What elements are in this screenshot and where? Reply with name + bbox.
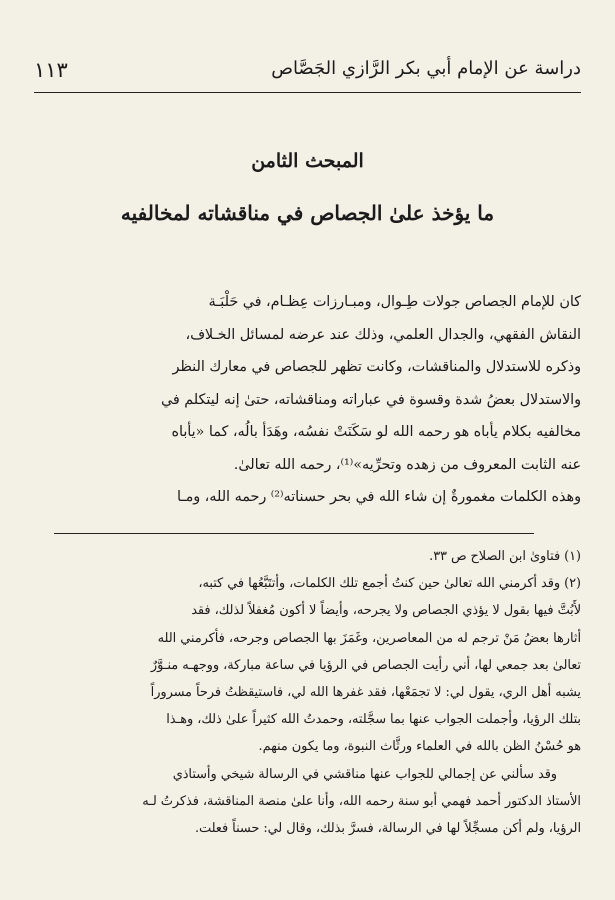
footnote-divider: [54, 533, 534, 534]
footnote-line: (١) فتاوىٰ ابن الصلاح ص ٣٣.: [429, 549, 581, 564]
section-number-heading: المبحث الثامن: [251, 150, 364, 172]
body-line: مخالفيه بكلام يأباه هو رحمه الله لو سَكَنَتْ نفسُه، وهَدَأ بالُه، كما «يأباه: [171, 424, 581, 440]
running-header: [34, 48, 581, 93]
body-line: وذكره للاستدلال والمناقشات، وكانت تظهر للجصاص في معارك النظر: [172, 359, 581, 375]
footnote-line: هو حُسْنُ الظن بالله في العلماء ورثَّاث النبوة، وما يكون منهم.: [258, 739, 581, 755]
body-line: النقاش الفقهي، والجدال العلمي، وذلك عند عرضه لمسائل الخـلاف،: [185, 326, 581, 343]
running-header-title: دراسة عن الإمام أبي بكر الرَّازي الجَصَّاص: [271, 58, 581, 79]
section-title-heading: ما يؤخذ علىٰ الجصاص في مناقشاته لمخالفيه: [120, 201, 495, 225]
footnote-line: بتلك الرؤيا، وأجملت الجواب عنها بما سجَّلته، وحمدتُ الله كثيراً علىٰ ذلك، وهـذا: [166, 712, 581, 728]
footnote-line: الرؤيا، ولم أكن مسجِّلاً لها في الرسالة، فسرَّ بذلك، وقال لي: حسناً فعلت.: [194, 821, 581, 837]
body-line: كان للإمام الجصاص جولات طِـوال، ومبـارزات عِظـام، في حَلْبَـة: [208, 294, 581, 310]
body-line: وهذه الكلمات مغمورةٌ إن شاء الله في بحر حسناته⁽²⁾ رحمه الله، ومـا: [177, 489, 581, 505]
footnote-line: (٢) وقد أكرمني الله تعالىٰ حين كنتُ أجمع تلك الكلمات، وأتتَبَّعُها في كتبه،: [198, 576, 581, 592]
body-line: عنه الثابت المعروف من زهده وتحرِّيه»⁽¹⁾، رحمه الله تعالىٰ.: [233, 456, 581, 473]
page-number: ١١٣: [34, 58, 68, 82]
footnote-line: يشبه أهل الري، يقول لي: لا تجمَعْها، فقد غفرها الله لي، فاستيقظتُ فرحاً مسروراً: [150, 685, 581, 701]
body-line: والاستدلال بعضُ شدة وقسوة في عباراته ومناقشاته، حتىٰ إنه ليتكلم في: [160, 391, 581, 408]
footnote-line: وقد سألني عن إجمالي للجواب عنها مناقشي في الرسالة شيخي وأستاذي: [172, 766, 557, 782]
body-text: [34, 286, 581, 514]
footnotes: [34, 543, 581, 842]
footnote-line: تعالىٰ بعد جمعي لها، أني رأيت الجصاص في الرؤيا في ساعة مباركة، ووجهـه منـوَّرٌ: [150, 657, 581, 673]
footnote-line: الأستاذ الدكتور أحمد فهمي أبو سنة رحمه الله، وأنا علىٰ منصة المناقشة، فذكرتُ لـه: [142, 793, 581, 809]
footnote-line: أثارها بعضُ مَنْ ترجم له من المعاصرين، وغَمَزَ بها الجصاص وجرحه، فأكرمني الله: [157, 630, 581, 646]
footnote-line: لأَبُتَّ فيها بقول لا يؤذي الجصاص ولا يجرحه، وأيضاً لا أكون مُغفلاً لذلك، فقد: [191, 603, 581, 619]
